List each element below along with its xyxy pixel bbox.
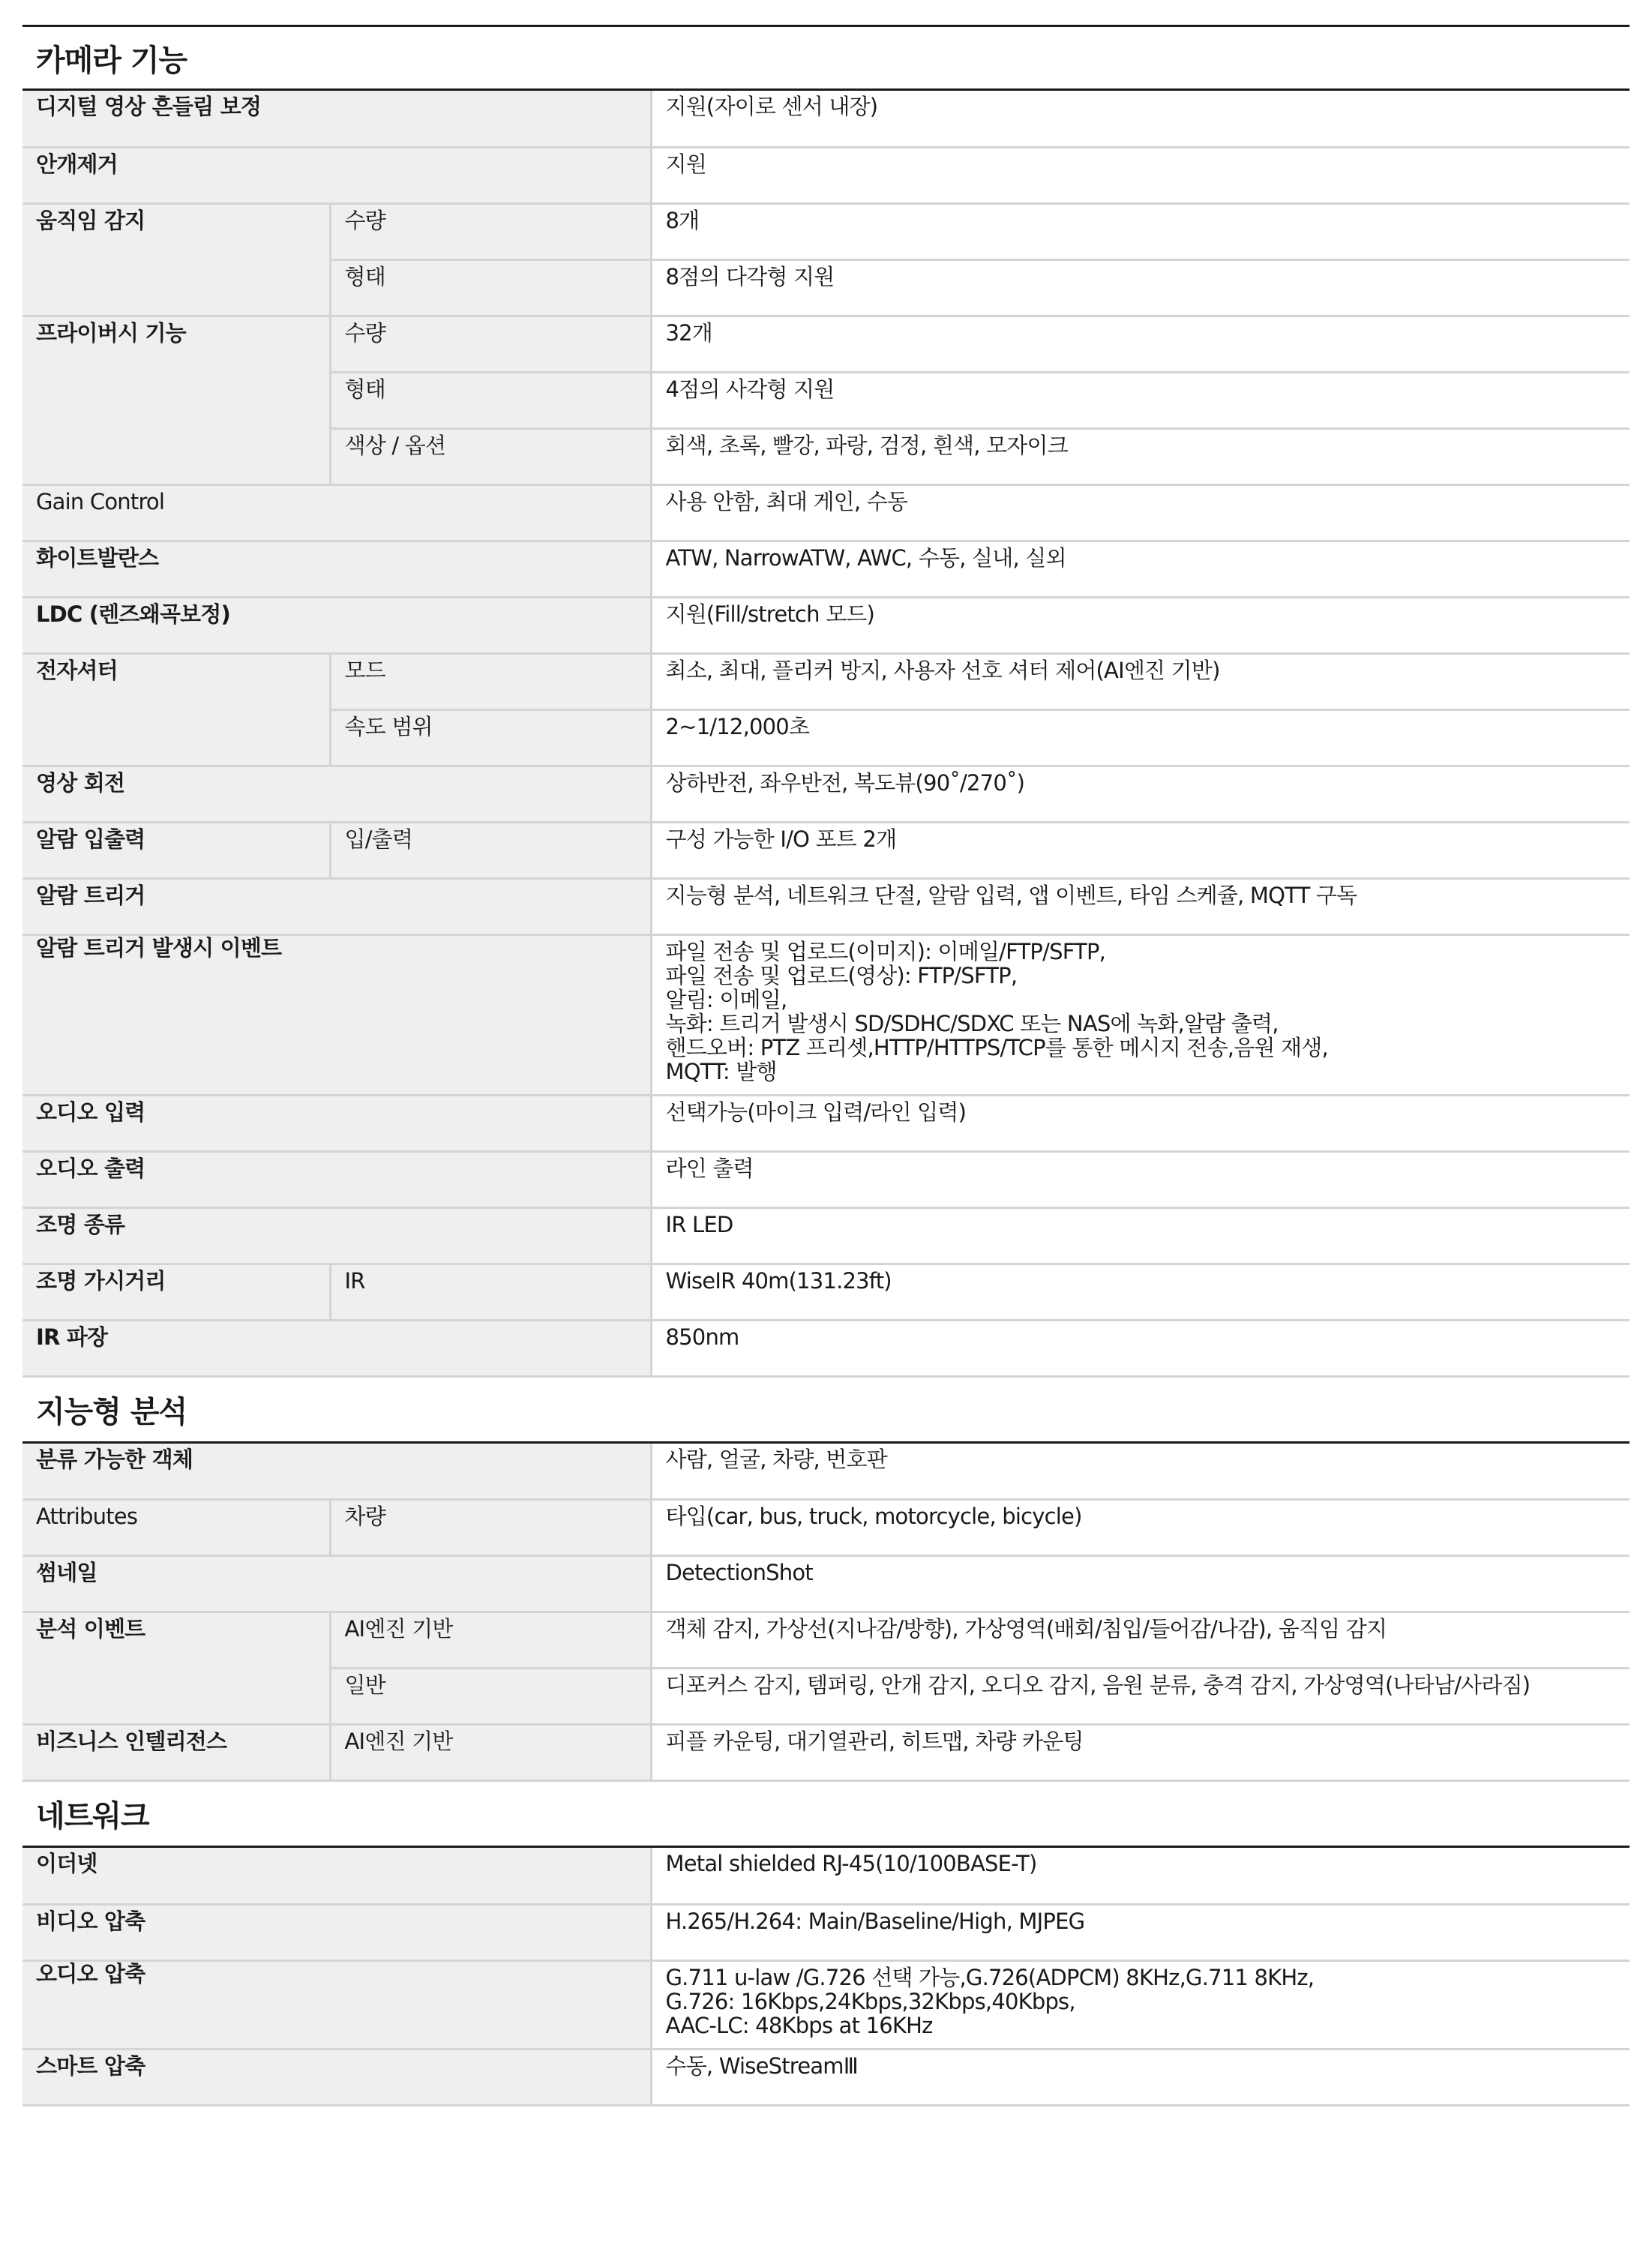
row-value bbox=[651, 91, 1630, 147]
row-value bbox=[651, 316, 1630, 372]
row-value bbox=[651, 484, 1630, 541]
row-value bbox=[651, 653, 1630, 709]
row-value bbox=[651, 1556, 1630, 1612]
row-value bbox=[651, 709, 1630, 766]
row-value bbox=[651, 822, 1630, 878]
value-line: 구성 가능한 I/O 포트 2개 bbox=[665, 826, 897, 852]
value-line: 8개 bbox=[665, 207, 700, 233]
value-line: 2~1/12,000초 bbox=[665, 713, 810, 739]
value-line: 32개 bbox=[665, 319, 713, 346]
section-title: 카메라 기능 bbox=[22, 25, 1630, 91]
value-line: 지원 bbox=[665, 151, 706, 177]
row-label: 비즈니스 인텔리전스 bbox=[22, 1725, 330, 1781]
row-label: 알람 트리거 bbox=[22, 878, 651, 934]
row-value bbox=[651, 1500, 1630, 1556]
spec-row bbox=[22, 934, 1630, 1095]
value-line: 지원(Fill/stretch 모드) bbox=[665, 601, 875, 627]
spec-row bbox=[22, 822, 1630, 878]
spec-row bbox=[22, 91, 1630, 147]
row-value bbox=[651, 1612, 1630, 1669]
row-value bbox=[651, 766, 1630, 822]
row-label: 오디오 압축 bbox=[22, 1960, 651, 2049]
value-line: WiseIR 40m(131.23ft) bbox=[665, 1267, 892, 1294]
value-line: DetectionShot bbox=[665, 1560, 813, 1585]
row-value bbox=[651, 1264, 1630, 1320]
spec-row bbox=[22, 766, 1630, 822]
row-sublabel: 입/출력 bbox=[330, 822, 651, 878]
row-label: 디지털 영상 흔들림 보정 bbox=[22, 91, 651, 147]
row-sublabel: IR bbox=[330, 1264, 651, 1320]
spec-row bbox=[22, 1612, 1630, 1669]
spec-row bbox=[22, 1725, 1630, 1781]
row-label: 영상 회전 bbox=[22, 766, 651, 822]
row-sublabel: 색상 / 옵션 bbox=[330, 428, 651, 484]
spec-row bbox=[22, 316, 1630, 372]
row-label: 조명 가시거리 bbox=[22, 1264, 330, 1320]
spec-row bbox=[22, 1095, 1630, 1151]
row-value bbox=[651, 1207, 1630, 1264]
row-label: 분석 이벤트 bbox=[22, 1612, 330, 1725]
row-value bbox=[651, 1848, 1630, 1904]
value-line: 알림: 이메일, bbox=[665, 986, 787, 1012]
value-line: 라인 출력 bbox=[665, 1155, 754, 1181]
value-line: 디포커스 감지, 템퍼링, 안개 감지, 오디오 감지, 음원 분류, 충격 감지, 가상영역(나타남/사라짐) bbox=[665, 1672, 1531, 1698]
value-line: 객체 감지, 가상선(지나감/방향), 가상영역(배회/침입/들어감/나감), 움직임 감지 bbox=[665, 1616, 1387, 1642]
row-label: 알람 입출력 bbox=[22, 822, 330, 878]
row-sublabel: 차량 bbox=[330, 1500, 651, 1556]
row-value bbox=[651, 1725, 1630, 1781]
spec-document bbox=[22, 25, 1630, 2107]
row-value bbox=[651, 1095, 1630, 1151]
row-value bbox=[651, 1960, 1630, 2049]
value-line: 상하반전, 좌우반전, 복도뷰(90˚/270˚) bbox=[665, 769, 1025, 796]
value-line: 사용 안함, 최대 게인, 수동 bbox=[665, 488, 908, 514]
spec-row bbox=[22, 484, 1630, 541]
row-label: 프라이버시 기능 bbox=[22, 316, 330, 484]
value-line: 회색, 초록, 빨강, 파랑, 검정, 흰색, 모자이크 bbox=[665, 432, 1068, 458]
value-line: G.711 u-law /G.726 선택 가능,G.726(ADPCM) 8KHz,G.711 8KHz, bbox=[665, 1964, 1315, 1990]
value-line: 핸드오버: PTZ 프리셋,HTTP/HTTPS/TCP를 통한 메시지 전송,음원 재생, bbox=[665, 1034, 1328, 1060]
value-line: 지능형 분석, 네트워크 단절, 알람 입력, 앱 이벤트, 타임 스케쥴, MQTT 구독 bbox=[665, 882, 1357, 908]
value-line: 최소, 최대, 플리커 방지, 사용자 선호 셔터 제어(AI엔진 기반) bbox=[665, 657, 1220, 683]
row-value bbox=[651, 1444, 1630, 1500]
row-sublabel: AI엔진 기반 bbox=[330, 1725, 651, 1781]
spec-row bbox=[22, 1960, 1630, 2049]
row-value bbox=[651, 597, 1630, 653]
value-line: 파일 전송 및 업로드(이미지): 이메일/FTP/SFTP, bbox=[665, 938, 1106, 964]
row-value bbox=[651, 1320, 1630, 1376]
value-line: 파일 전송 및 업로드(영상): FTP/SFTP, bbox=[665, 962, 1018, 988]
row-label: LDC (렌즈왜곡보정) bbox=[22, 597, 651, 653]
spec-row bbox=[22, 1904, 1630, 1960]
row-label: IR 파장 bbox=[22, 1320, 651, 1376]
spec-row bbox=[22, 541, 1630, 597]
value-line: MQTT: 발행 bbox=[665, 1058, 777, 1084]
value-line: Metal shielded RJ-45(10/100BASE-T) bbox=[665, 1851, 1037, 1876]
value-line: ATW, NarrowATW, AWC, 수동, 실내, 실외 bbox=[665, 544, 1066, 571]
value-line: AAC-LC: 48Kbps at 16KHz bbox=[665, 2012, 933, 2038]
row-value bbox=[651, 428, 1630, 484]
spec-row bbox=[22, 597, 1630, 653]
spec-table bbox=[22, 1848, 1630, 2107]
row-sublabel: 형태 bbox=[330, 372, 651, 428]
row-label: 움직임 감지 bbox=[22, 203, 330, 316]
row-sublabel: 형태 bbox=[330, 259, 651, 316]
spec-table bbox=[22, 1444, 1630, 1783]
section-title: 지능형 분석 bbox=[22, 1378, 1630, 1444]
row-label: 오디오 출력 bbox=[22, 1151, 651, 1207]
value-line: 타입(car, bus, truck, motorcycle, bicycle) bbox=[665, 1504, 1082, 1529]
row-label: 비디오 압축 bbox=[22, 1904, 651, 1960]
row-sublabel: 수량 bbox=[330, 203, 651, 259]
row-label: 전자셔터 bbox=[22, 653, 330, 766]
spec-row bbox=[22, 1444, 1630, 1500]
row-value bbox=[651, 934, 1630, 1095]
spec-row bbox=[22, 1500, 1630, 1556]
value-line: 850nm bbox=[665, 1324, 739, 1350]
spec-row bbox=[22, 1151, 1630, 1207]
spec-row bbox=[22, 878, 1630, 934]
spec-row bbox=[22, 653, 1630, 709]
value-line: 피플 카운팅, 대기열관리, 히트맵, 차량 카운팅 bbox=[665, 1729, 1084, 1754]
section-title: 네트워크 bbox=[22, 1782, 1630, 1848]
row-label: 화이트발란스 bbox=[22, 541, 651, 597]
row-value bbox=[651, 541, 1630, 597]
spec-row bbox=[22, 1556, 1630, 1612]
value-line: IR LED bbox=[665, 1211, 733, 1237]
spec-row bbox=[22, 2049, 1630, 2105]
row-value bbox=[651, 1669, 1630, 1725]
row-sublabel: 일반 bbox=[330, 1669, 651, 1725]
row-value bbox=[651, 147, 1630, 203]
row-label: 썸네일 bbox=[22, 1556, 651, 1612]
spec-row bbox=[22, 1264, 1630, 1320]
row-label: 알람 트리거 발생시 이벤트 bbox=[22, 934, 651, 1095]
row-sublabel: AI엔진 기반 bbox=[330, 1612, 651, 1669]
row-value bbox=[651, 372, 1630, 428]
row-label: 안개제거 bbox=[22, 147, 651, 203]
value-line: 8점의 다각형 지원 bbox=[665, 263, 835, 289]
value-line: 지원(자이로 센서 내장) bbox=[665, 94, 878, 119]
spec-row bbox=[22, 1848, 1630, 1904]
row-value bbox=[651, 203, 1630, 259]
spec-row bbox=[22, 147, 1630, 203]
value-line: 4점의 사각형 지원 bbox=[665, 376, 835, 402]
row-sublabel: 모드 bbox=[330, 653, 651, 709]
row-value bbox=[651, 878, 1630, 934]
row-value bbox=[651, 1151, 1630, 1207]
value-line: 선택가능(마이크 입력/라인 입력) bbox=[665, 1099, 967, 1125]
row-label: 조명 종류 bbox=[22, 1207, 651, 1264]
value-line: 사람, 얼굴, 차량, 번호판 bbox=[665, 1446, 887, 1472]
row-label: 이더넷 bbox=[22, 1848, 651, 1904]
row-value bbox=[651, 259, 1630, 316]
row-sublabel: 수량 bbox=[330, 316, 651, 372]
row-label: 분류 가능한 객체 bbox=[22, 1444, 651, 1500]
row-label: Gain Control bbox=[22, 484, 651, 541]
value-line: 녹화: 트리거 발생시 SD/SDHC/SDXC 또는 NAS에 녹화,알람 출력, bbox=[665, 1010, 1279, 1036]
row-value bbox=[651, 2049, 1630, 2105]
row-label: 스마트 압축 bbox=[22, 2049, 651, 2105]
row-label: 오디오 입력 bbox=[22, 1095, 651, 1151]
spec-row bbox=[22, 1207, 1630, 1264]
row-value bbox=[651, 1904, 1630, 1960]
value-line: G.726: 16Kbps,24Kbps,32Kbps,40Kbps, bbox=[665, 1988, 1075, 2014]
spec-row bbox=[22, 1320, 1630, 1376]
spec-row bbox=[22, 203, 1630, 259]
row-sublabel: 속도 범위 bbox=[330, 709, 651, 766]
row-label: Attributes bbox=[22, 1500, 330, 1556]
value-line: H.265/H.264: Main/Baseline/High, MJPEG bbox=[665, 1908, 1085, 1934]
value-line: 수동, WiseStreamⅢ bbox=[665, 2053, 858, 2079]
spec-table bbox=[22, 91, 1630, 1378]
